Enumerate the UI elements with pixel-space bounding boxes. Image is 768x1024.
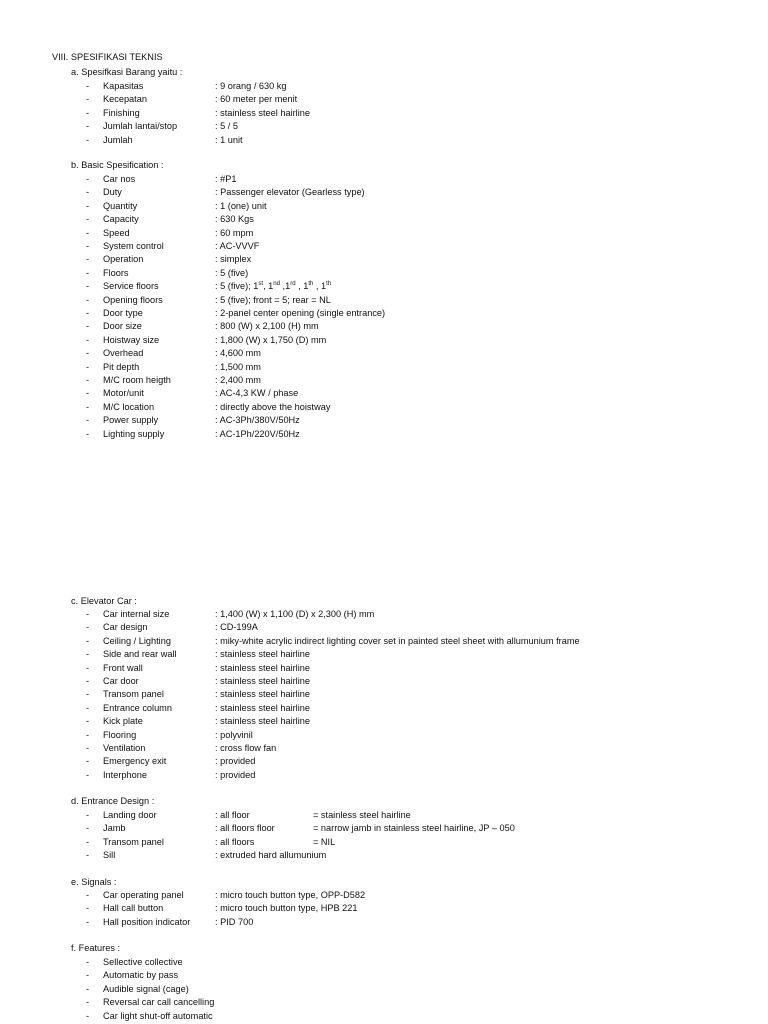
spec-value: : AC-3Ph/380V/50Hz	[215, 415, 300, 425]
bullet-dash: -	[86, 890, 90, 900]
spec-label: M/C location	[103, 402, 155, 412]
spec-label: Kick plate	[103, 716, 143, 726]
bullet-dash: -	[86, 254, 90, 264]
spec-value: : 1,800 (W) x 1,750 (D) mm	[215, 335, 327, 345]
bullet-dash: -	[86, 676, 90, 686]
spec-label: Flooring	[103, 730, 137, 740]
spec-label: Capacity	[103, 214, 139, 224]
spec-label: Hall call button	[103, 903, 164, 913]
spec-label: Service floors	[103, 281, 159, 291]
bullet-dash: -	[86, 810, 90, 820]
spec-value-superscript: rd	[290, 280, 296, 287]
spec-label: Motor/unit	[103, 388, 144, 398]
spec-value: : 5 (five)	[215, 268, 249, 278]
spec-value: : cross flow fan	[215, 743, 277, 753]
spec-value: : AC-1Ph/220V/50Hz	[215, 429, 300, 439]
spec-value: : CD-199A	[215, 622, 258, 632]
bullet-dash: -	[86, 770, 90, 780]
spec-label: Audible signal (cage)	[103, 984, 189, 994]
spec-value: : 2-panel center opening (single entrance)	[215, 308, 386, 318]
spec-value: : simplex	[215, 254, 252, 264]
spec-label: Landing door	[103, 810, 157, 820]
spec-label: Power supply	[103, 415, 159, 425]
bullet-dash: -	[86, 415, 90, 425]
spec-value: : #P1	[215, 174, 237, 184]
spec-value: : polyvinil	[215, 730, 253, 740]
spec-label: System control	[103, 241, 164, 251]
bullet-dash: -	[86, 837, 90, 847]
bullet-dash: -	[86, 121, 90, 131]
bullet-dash: -	[86, 321, 90, 331]
spec-label: Transom panel	[103, 837, 164, 847]
bullet-dash: -	[86, 689, 90, 699]
spec-label: Entrance column	[103, 703, 172, 713]
spec-value: : 60 meter per menit	[215, 94, 298, 104]
spec-value-part: ,1	[279, 281, 291, 291]
spec-label: Lighting supply	[103, 429, 165, 439]
spec-label: Car design	[103, 622, 148, 632]
spec-label: Car operating panel	[103, 890, 184, 900]
bullet-dash: -	[86, 174, 90, 184]
spec-value: : stainless steel hairline	[215, 108, 310, 118]
spec-label: Finishing	[103, 108, 140, 118]
bullet-dash: -	[86, 81, 90, 91]
spec-value: : 5 (five); front = 5; rear = NL	[215, 295, 331, 305]
bullet-dash: -	[86, 730, 90, 740]
bullet-dash: -	[86, 649, 90, 659]
section-f-heading: f. Features :	[71, 943, 121, 953]
bullet-dash: -	[86, 228, 90, 238]
section-e-heading: e. Signals :	[71, 877, 117, 887]
bullet-dash: -	[86, 281, 90, 291]
spec-value: : miky-white acrylic indirect lighting cover set in painted steel sheet with allumunium frame	[215, 636, 580, 646]
bullet-dash: -	[86, 187, 90, 197]
bullet-dash: -	[86, 135, 90, 145]
spec-value: : 4,600 mm	[215, 348, 261, 358]
spec-label: Jumlah lantai/stop	[103, 121, 178, 131]
spec-label: Car door	[103, 676, 139, 686]
bullet-dash: -	[86, 997, 90, 1007]
spec-label: Jamb	[103, 823, 126, 833]
spec-value: : all floors	[215, 837, 255, 847]
spec-label: Front wall	[103, 663, 143, 673]
spec-label: Ceiling / Lighting	[103, 636, 171, 646]
spec-value-superscript: th	[308, 280, 314, 287]
bullet-dash: -	[86, 636, 90, 646]
bullet-dash: -	[86, 917, 90, 927]
bullet-dash: -	[86, 756, 90, 766]
spec-value-part: : 5 (five); 1	[215, 281, 259, 291]
spec-label: Hoistway size	[103, 335, 160, 345]
bullet-dash: -	[86, 743, 90, 753]
spec-value-detail: = stainless steel hairline	[313, 810, 411, 820]
spec-value: : 9 orang / 630 kg	[215, 81, 287, 91]
bullet-dash: -	[86, 957, 90, 967]
spec-label: Interphone	[103, 770, 147, 780]
spec-value: : stainless steel hairline	[215, 649, 310, 659]
spec-label: Hall position indicator	[103, 917, 191, 927]
spec-label: Sill	[103, 850, 116, 860]
spec-value: : 60 mpm	[215, 228, 254, 238]
spec-value: : 1 (one) unit	[215, 201, 267, 211]
spec-label: Quantity	[103, 201, 138, 211]
spec-value: : 1 unit	[215, 135, 243, 145]
spec-value-part: , 1	[263, 281, 274, 291]
spec-label: Speed	[103, 228, 130, 238]
spec-value: : micro touch button type, OPP-D582	[215, 890, 366, 900]
spec-value: : Passenger elevator (Gearless type)	[215, 187, 365, 197]
spec-label: Kecepatan	[103, 94, 147, 104]
bullet-dash: -	[86, 663, 90, 673]
spec-value: : stainless steel hairline	[215, 703, 310, 713]
spec-value: : 5 / 5	[215, 121, 238, 131]
spec-label: Car nos	[103, 174, 136, 184]
spec-value: : stainless steel hairline	[215, 716, 310, 726]
spec-label: Side and rear wall	[103, 649, 177, 659]
spec-value: : provided	[215, 756, 256, 766]
bullet-dash: -	[86, 268, 90, 278]
spec-value	[215, 280, 331, 293]
bullet-dash: -	[86, 94, 90, 104]
spec-value-part: , 1	[313, 281, 327, 291]
spec-label: Opening floors	[103, 295, 163, 305]
spec-label: Door size	[103, 321, 142, 331]
bullet-dash: -	[86, 984, 90, 994]
spec-label: Transom panel	[103, 689, 164, 699]
spec-label: Jumlah	[103, 135, 133, 145]
bullet-dash: -	[86, 622, 90, 632]
bullet-dash: -	[86, 903, 90, 913]
spec-label: Operation	[103, 254, 144, 264]
bullet-dash: -	[86, 388, 90, 398]
spec-label: Reversal car call cancelling	[103, 997, 215, 1007]
bullet-dash: -	[86, 823, 90, 833]
bullet-dash: -	[86, 970, 90, 980]
bullet-dash: -	[86, 716, 90, 726]
spec-value: : all floor	[215, 810, 250, 820]
spec-label: Overhead	[103, 348, 144, 358]
spec-value: : stainless steel hairline	[215, 663, 310, 673]
spec-label: Duty	[103, 187, 122, 197]
bullet-dash: -	[86, 348, 90, 358]
spec-value: : PID 700	[215, 917, 254, 927]
bullet-dash: -	[86, 402, 90, 412]
bullet-dash: -	[86, 108, 90, 118]
spec-value: : stainless steel hairline	[215, 689, 310, 699]
spec-label: Sellective collective	[103, 957, 183, 967]
spec-value-detail: = narrow jamb in stainless steel hairline, JP – 050	[313, 823, 515, 833]
spec-label: Door type	[103, 308, 143, 318]
bullet-dash: -	[86, 241, 90, 251]
spec-label: Car light shut-off automatic	[103, 1011, 213, 1021]
spec-label: Kapasitas	[103, 81, 144, 91]
spec-value: : stainless steel hairline	[215, 676, 310, 686]
bullet-dash: -	[86, 201, 90, 211]
spec-label: Automatic by pass	[103, 970, 179, 980]
spec-value-part: , 1	[295, 281, 309, 291]
spec-value: : extruded hard allumunium	[215, 850, 327, 860]
spec-label: M/C room heigth	[103, 375, 171, 385]
spec-value: : 1,400 (W) x 1,100 (D) x 2,300 (H) mm	[215, 609, 375, 619]
section-c-heading: c. Elevator Car :	[71, 596, 137, 606]
spec-label: Car internal size	[103, 609, 170, 619]
spec-label: Emergency exit	[103, 756, 167, 766]
section-d-heading: d. Entrance Design :	[71, 796, 155, 806]
bullet-dash: -	[86, 295, 90, 305]
spec-label: Floors	[103, 268, 129, 278]
spec-value: : 630 Kgs	[215, 214, 254, 224]
spec-value-superscript: nd	[273, 280, 280, 287]
bullet-dash: -	[86, 362, 90, 372]
spec-value: : 800 (W) x 2,100 (H) mm	[215, 321, 319, 331]
bullet-dash: -	[86, 335, 90, 345]
spec-value: : AC-VVVF	[215, 241, 260, 251]
bullet-dash: -	[86, 214, 90, 224]
spec-value: : all floors floor	[215, 823, 275, 833]
bullet-dash: -	[86, 609, 90, 619]
section-a-heading: a. Spesifkasi Barang yaitu :	[71, 67, 183, 77]
bullet-dash: -	[86, 429, 90, 439]
spec-value: : provided	[215, 770, 256, 780]
section-b-heading: b. Basic Spesification :	[71, 160, 164, 170]
bullet-dash: -	[86, 375, 90, 385]
spec-value: : 1,500 mm	[215, 362, 261, 372]
bullet-dash: -	[86, 850, 90, 860]
spec-label: Pit depth	[103, 362, 140, 372]
bullet-dash: -	[86, 703, 90, 713]
spec-value-superscript: st	[258, 280, 264, 287]
spec-value: : directly above the hoistway	[215, 402, 331, 412]
document-title: VIII. SPESIFIKASI TEKNIS	[52, 52, 163, 62]
spec-value-superscript: th	[326, 280, 332, 287]
spec-value: : AC-4,3 KW / phase	[215, 388, 299, 398]
bullet-dash: -	[86, 308, 90, 318]
spec-value: : micro touch button type, HPB 221	[215, 903, 358, 913]
spec-value-detail: = NIL	[313, 837, 336, 847]
spec-value: : 2,400 mm	[215, 375, 261, 385]
spec-label: Ventilation	[103, 743, 146, 753]
bullet-dash: -	[86, 1011, 90, 1021]
